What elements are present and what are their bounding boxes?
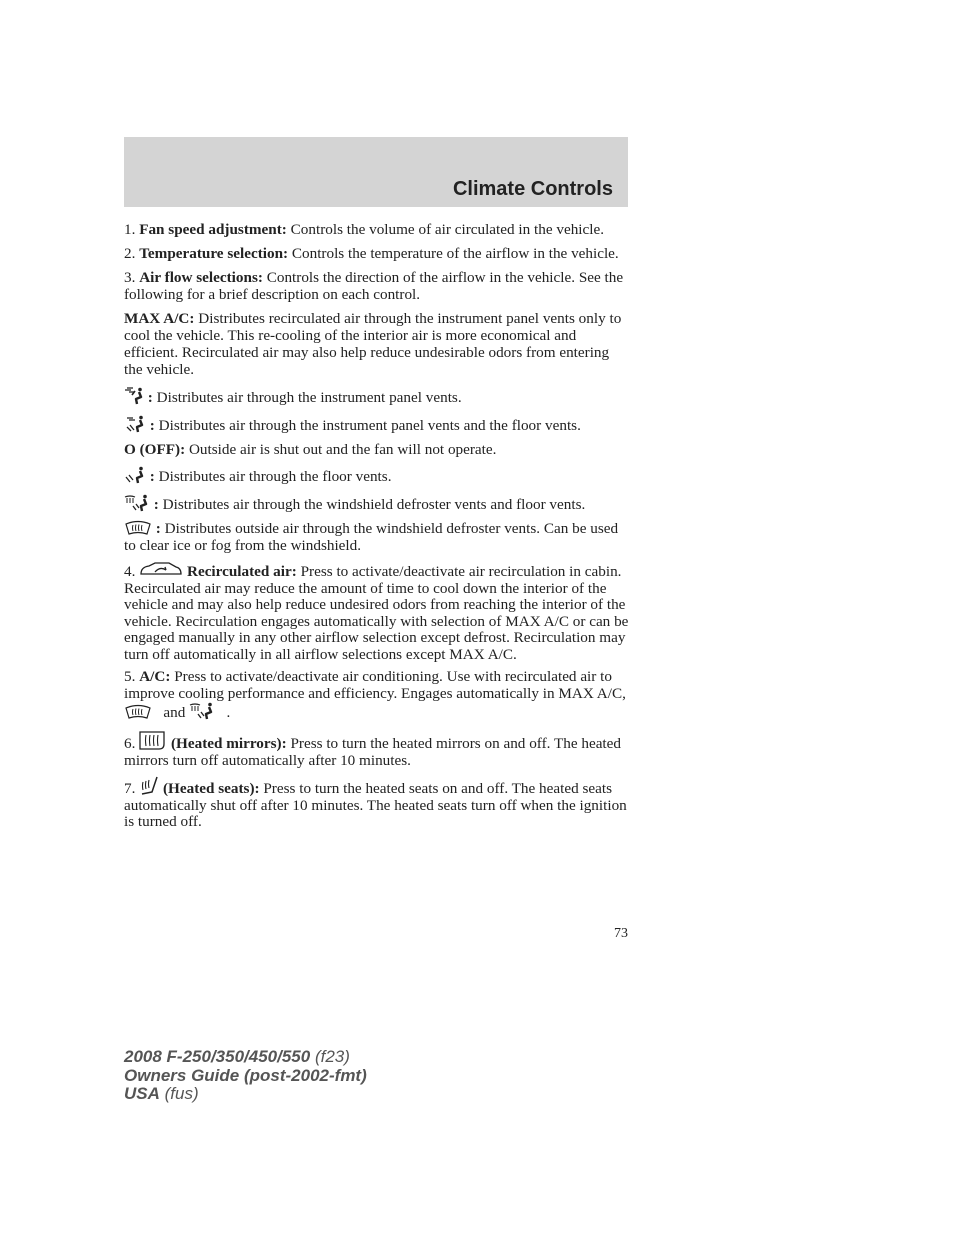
recirculation-icon	[139, 561, 183, 579]
floor-vent-icon	[124, 466, 146, 484]
mode-text: Distributes air through the windshield defroster vents and floor vents.	[162, 496, 586, 513]
item-number: 5.	[124, 668, 136, 685]
item-number: 4.	[124, 563, 136, 580]
item-number: 1.	[124, 221, 136, 238]
item-number: 2.	[124, 245, 136, 262]
item-number: 3.	[124, 269, 136, 286]
item-ac	[124, 668, 629, 721]
off-text: Outside air is shut out and the fan will not operate.	[185, 441, 497, 458]
heated-seat-icon	[139, 776, 159, 796]
footer-model-code: (f23)	[310, 1047, 350, 1066]
item-number: 7.	[124, 780, 136, 797]
item-text: Press to activate/deactivate air conditioning. Use with recirculated air to improve cooling performance and efficiency. Engages automatically in MAX A/C,	[124, 668, 626, 702]
item-term: Air flow selections:	[139, 269, 263, 286]
item-heated-mirrors	[124, 731, 629, 769]
item-heated-seats	[124, 776, 629, 831]
footer-region-code: (fus)	[159, 1084, 199, 1103]
defrost-floor-vent-icon	[124, 494, 150, 512]
mode-text: Distributes air through the floor vents.	[158, 468, 392, 485]
footer-model: 2008 F-250/350/450/550	[124, 1047, 311, 1066]
item-term: Recirculated air:	[186, 563, 297, 580]
item-number: 6.	[124, 735, 136, 752]
mode-separator: :	[150, 496, 163, 513]
section-title: Climate Controls	[452, 178, 613, 200]
max-ac-term: MAX A/C:	[124, 310, 195, 327]
item-term: (Heated seats):	[162, 780, 260, 797]
mode-separator: :	[146, 417, 159, 434]
panel-vent-icon	[124, 387, 144, 405]
item-term: (Heated mirrors):	[170, 735, 287, 752]
item-text: Press to activate/deactivate air recirculation in cabin. Recirculated air may reduce the amount of time to cool down the interior of the vehicle and may also help reduce undesired odors from reaching the interior of the vehicle. Recirculation engages automatically with selection of MAX A/C or can be engaged manually in any other airflow selection except defrost. Recirculation may turn off automatically in all airflow selections except MAX A/C.	[124, 563, 629, 663]
item-fan-speed	[124, 221, 629, 238]
mode-separator: :	[146, 468, 159, 485]
footer-line-1	[124, 1048, 367, 1067]
item-text: Press to turn the heated seats on and off. The heated seats automatically shut off after 10 minutes. The heated seats turn off when the ignition is turned off.	[124, 780, 627, 830]
and-text: and	[163, 704, 186, 721]
mode-panel-floor	[124, 415, 629, 434]
max-ac-text: Distributes recirculated air through the instrument panel vents only to cool the vehicle. This re-cooling of the interior air is more economical and efficient. Recirculated air may also help reduce undesirable odors from entering the vehicle.	[124, 310, 622, 378]
footer-line-3	[124, 1085, 367, 1104]
mode-text: Distributes outside air through the windshield defroster vents. Can be used to clear ice or fog from the windshield.	[124, 520, 619, 554]
max-ac-description	[124, 310, 629, 378]
heated-mirror-icon	[139, 731, 167, 751]
mode-separator: :	[144, 389, 157, 406]
defrost-floor-vent-icon	[189, 702, 215, 720]
item-term: Fan speed adjustment:	[139, 221, 287, 238]
windshield-defrost-icon	[124, 520, 152, 536]
page-content	[124, 221, 629, 838]
item-air-flow	[124, 269, 629, 303]
page-number: 73	[614, 926, 628, 941]
ac-end: .	[226, 704, 231, 721]
section-header	[124, 137, 628, 207]
document-footer	[124, 1048, 367, 1104]
item-recirculated-air	[124, 561, 629, 663]
item-term: A/C:	[139, 668, 171, 685]
windshield-defrost-icon	[124, 704, 152, 720]
mode-off	[124, 441, 629, 458]
item-term: Temperature selection:	[139, 245, 289, 262]
mode-text: Distributes air through the instrument panel vents.	[156, 389, 462, 406]
off-term: O (OFF):	[124, 441, 186, 458]
item-text: Controls the direction of the airflow in the vehicle. See the following for a brief description on each control.	[124, 269, 624, 303]
item-text: Controls the volume of air circulated in the vehicle.	[286, 221, 605, 238]
footer-region: USA	[124, 1084, 160, 1103]
item-text: Controls the temperature of the airflow in the vehicle.	[288, 245, 619, 262]
mode-panel	[124, 387, 629, 406]
item-text: Press to turn the heated mirrors on and off. The heated mirrors turn off automatically after 10 minutes.	[124, 735, 621, 769]
footer-line-2: Owners Guide (post-2002-fmt)	[124, 1065, 367, 1085]
mode-defrost	[124, 520, 629, 554]
mode-floor	[124, 466, 629, 485]
panel-floor-vent-icon	[124, 415, 146, 433]
mode-separator: :	[152, 520, 165, 537]
item-temperature	[124, 245, 629, 262]
mode-defrost-floor	[124, 494, 629, 513]
mode-text: Distributes air through the instrument panel vents and the floor vents.	[158, 417, 581, 434]
